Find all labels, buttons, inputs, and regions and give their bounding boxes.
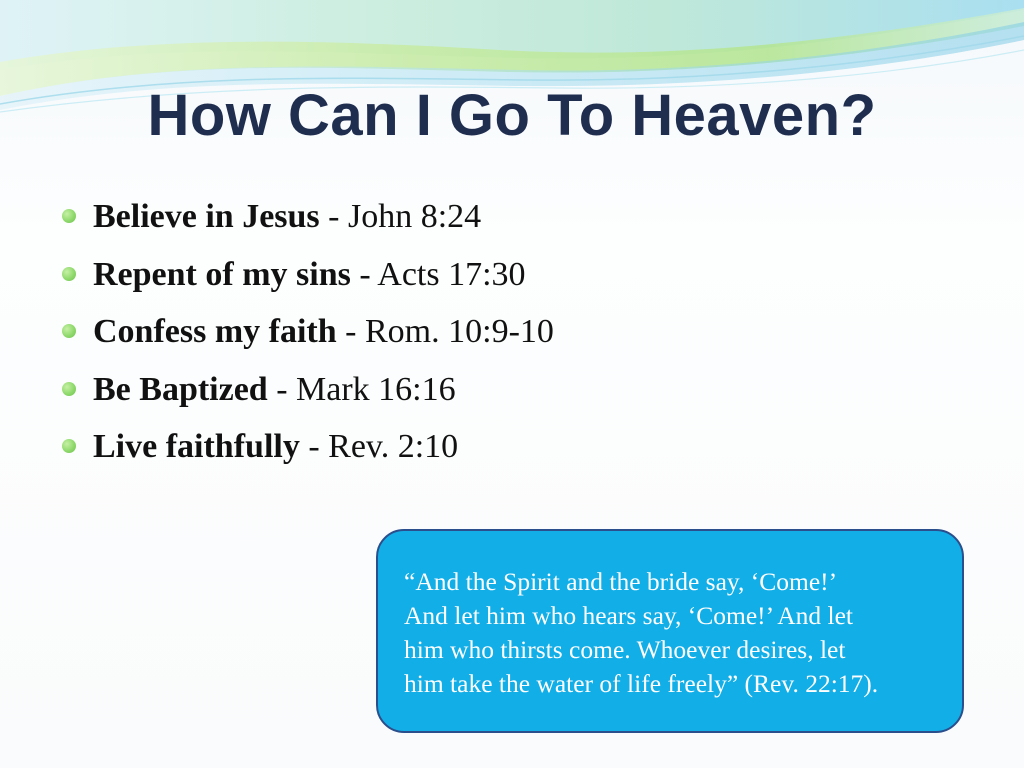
quote-line: him take the water of life freely” (Rev. 22:17). — [404, 669, 879, 698]
bullet-text — [93, 195, 481, 239]
bullet-bold-text: Be Baptized — [93, 370, 268, 408]
bullet-bold-text: Confess my faith — [93, 313, 337, 350]
quote-line: him who thirsts come. Whoever desires, let — [404, 635, 846, 664]
bullet-list — [62, 195, 554, 483]
bullet-reference: - John 8:24 — [319, 198, 482, 235]
green-dot-bullet-icon — [62, 439, 76, 453]
bullet-item — [62, 253, 554, 311]
bullet-text — [93, 253, 526, 297]
bullet-reference: - Mark 16:16 — [267, 370, 456, 408]
bullet-reference: - Rev. 2:10 — [299, 428, 459, 465]
bullet-reference: - Acts 17:30 — [350, 255, 526, 293]
quote-line: “And the Spirit and the bride say, ‘Come!’ — [404, 567, 838, 596]
bullet-item — [62, 368, 554, 426]
bullet-bold-text: Believe in Jesus — [93, 198, 320, 235]
bullet-bold-text: Live faithfully — [93, 428, 300, 465]
bullet-item — [62, 425, 554, 483]
bullet-reference: - Rom. 10:9-10 — [336, 313, 554, 350]
green-dot-bullet-icon — [62, 267, 76, 281]
scripture-callout-box — [376, 529, 964, 733]
quote-line: And let him who hears say, ‘Come!’ And let — [404, 601, 853, 630]
bullet-item — [62, 310, 554, 368]
green-dot-bullet-icon — [62, 209, 76, 223]
slide-title: How Can I Go To Heaven? — [147, 83, 877, 148]
bullet-text — [93, 368, 456, 412]
bullet-bold-text: Repent of my sins — [93, 255, 351, 293]
green-dot-bullet-icon — [62, 382, 76, 396]
green-dot-bullet-icon — [62, 324, 76, 338]
bullet-text — [93, 425, 458, 469]
bullet-text — [93, 310, 554, 354]
bullet-item — [62, 195, 554, 253]
scripture-quote — [404, 565, 936, 701]
